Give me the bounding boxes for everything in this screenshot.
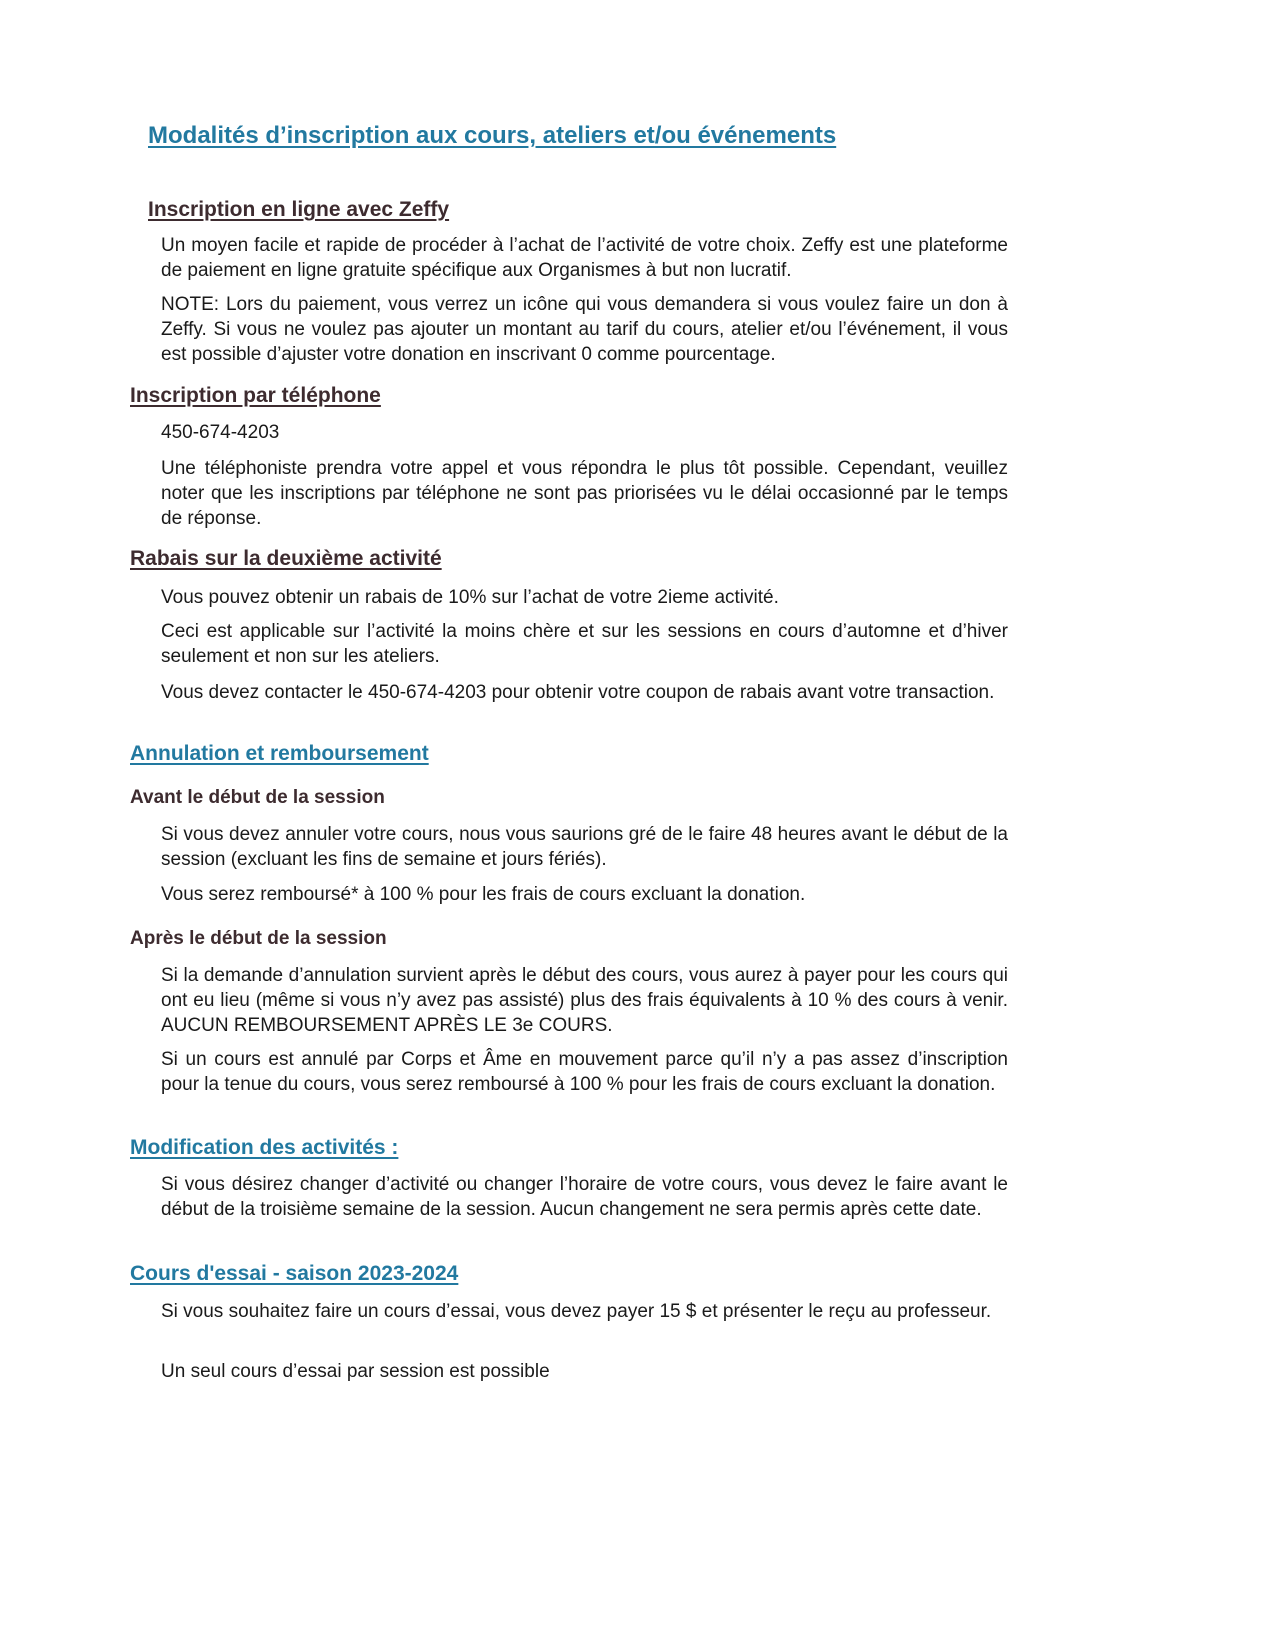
paragraph-trial-2: Un seul cours d’essai par session est possible — [161, 1361, 550, 1382]
paragraph-trial-1: Si vous souhaitez faire un cours d’essai, vous devez payer 15 $ et présenter le reçu au professeur. — [161, 1301, 992, 1322]
paragraph-before-1: Si vous devez annuler votre cours, nous vous saurions gré de le faire 48 heures avant le début de la session (excluant les fins de semaine et jours fériés). — [161, 824, 1008, 870]
paragraph-modification: Si vous désirez changer d’activité ou changer l’horaire de votre cours, vous devez le faire avant le début de la troisième semaine de la session. Aucun changement ne sera permis après cette date. — [161, 1174, 1008, 1220]
phone-number: 450-674-4203 — [161, 422, 280, 443]
paragraph-discount-1: Vous pouvez obtenir un rabais de 10% sur l’achat de votre 2ieme activité. — [161, 587, 779, 608]
subheading-after-session: Après le début de la session — [130, 928, 387, 949]
heading-phone: Inscription par téléphone — [130, 384, 381, 407]
paragraph-after-1: Si la demande d’annulation survient après le début des cours, vous aurez à payer pour les cours qui ont eu lieu (même si vous n’y avez pas assisté) plus des frais équivalents à 10 % des cours à venir. AUCUN REMBOURSEMENT APRÈS LE 3e COURS. — [161, 965, 1008, 1036]
paragraph-zeffy-intro: Un moyen facile et rapide de procéder à l’achat de l’activité de votre choix. Zeffy est une plateforme de paiement en ligne gratuite spécifique aux Organismes à but non lucratif. — [161, 235, 1008, 281]
paragraph-discount-2: Ceci est applicable sur l’activité la moins chère et sur les sessions en cours d’automne et d’hiver seulement et non sur les ateliers. — [161, 621, 1008, 667]
paragraph-phone: Une téléphoniste prendra votre appel et vous répondra le plus tôt possible. Cependant, veuillez noter que les inscriptions par téléphone ne sont pas priorisées vu le délai occasionné par le temps de réponse. — [161, 458, 1008, 529]
heading-trial: Cours d'essai - saison 2023-2024 — [130, 1262, 459, 1285]
heading-modification: Modification des activités : — [130, 1136, 399, 1159]
paragraph-discount-3: Vous devez contacter le 450-674-4203 pour obtenir votre coupon de rabais avant votre transaction. — [161, 682, 995, 703]
heading-zeffy: Inscription en ligne avec Zeffy — [148, 198, 450, 221]
paragraph-before-2: Vous serez remboursé* à 100 % pour les frais de cours excluant la donation. — [161, 884, 806, 905]
page-title: Modalités d’inscription aux cours, ateliers et/ou événements — [148, 122, 837, 149]
paragraph-after-2: Si un cours est annulé par Corps et Âme en mouvement parce qu’il n’y a pas assez d’inscription pour la tenue du cours, vous serez remboursé à 100 % pour les frais de cours excluant la donation. — [161, 1049, 1008, 1095]
subheading-before-session: Avant le début de la session — [130, 787, 385, 808]
paragraph-zeffy-note: NOTE: Lors du paiement, vous verrez un icône qui vous demandera si vous voulez faire un don à Zeffy. Si vous ne voulez pas ajouter un montant au tarif du cours, atelier et/ou l’événement, il vous est possible d’ajuster votre donation en inscrivant 0 comme pourcentage. — [161, 294, 1008, 365]
heading-discount: Rabais sur la deuxième activité — [130, 547, 442, 570]
heading-cancellation: Annulation et remboursement — [130, 742, 429, 765]
